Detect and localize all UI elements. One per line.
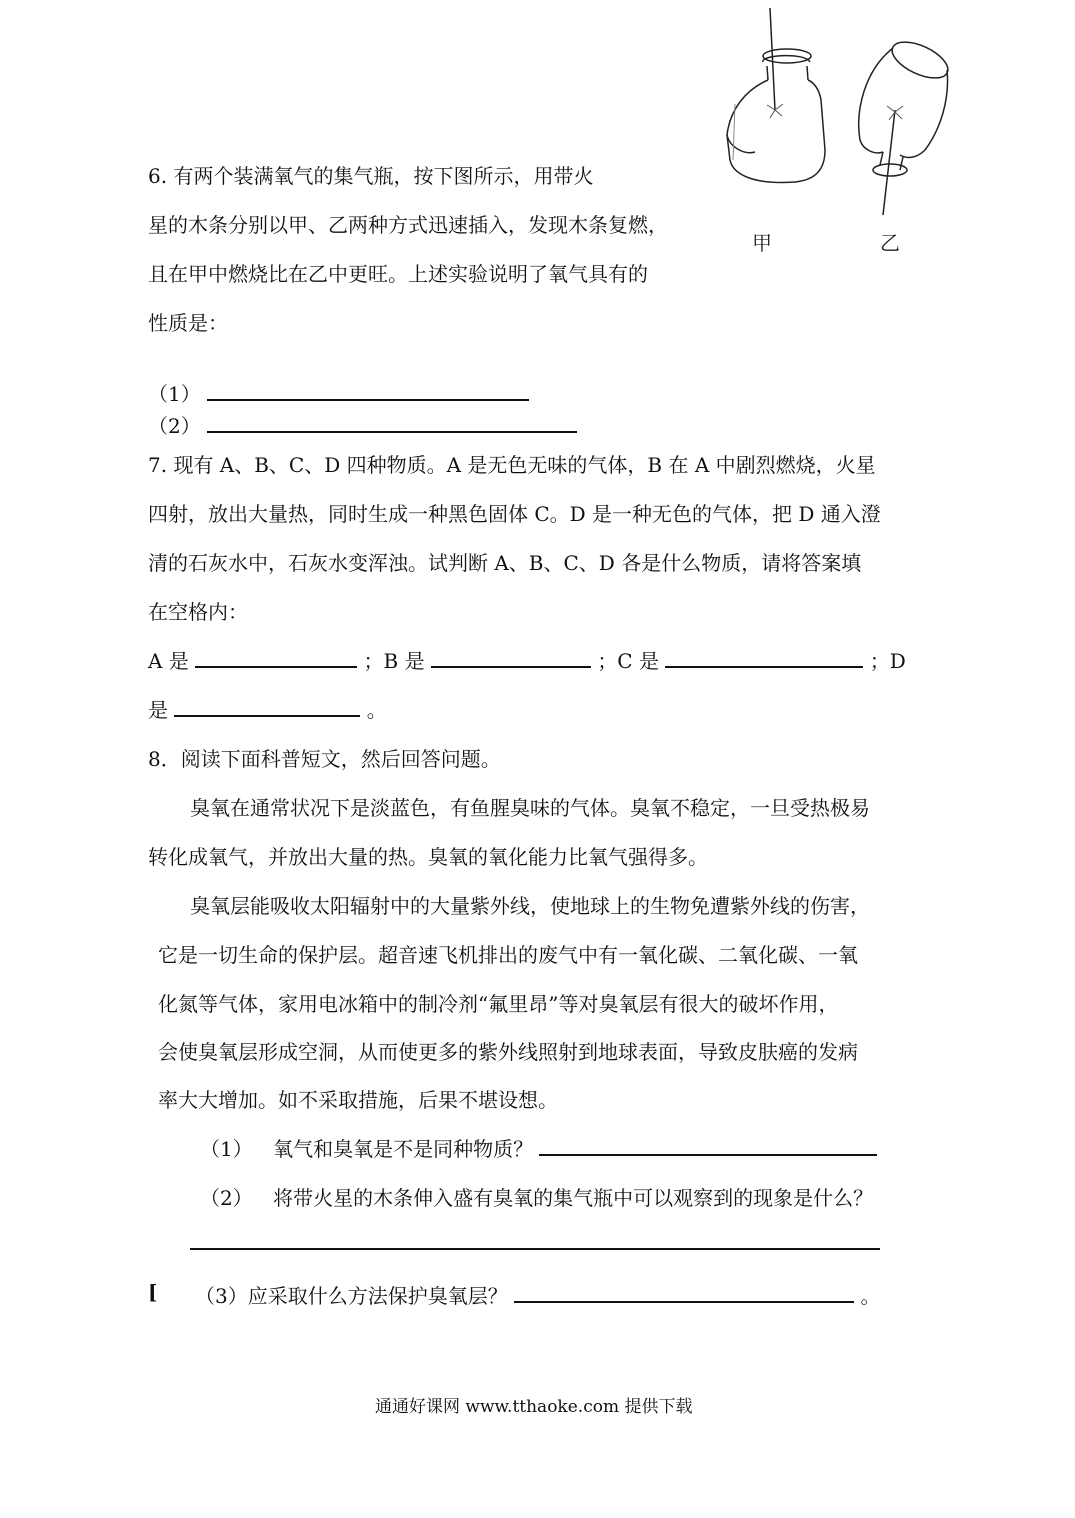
q6-blank2-label: （2） <box>148 414 201 438</box>
q8-sub2-field[interactable] <box>190 1248 880 1250</box>
q8-p1-line2: 转化成氧气，并放出大量的热。臭氧的氧化能力比氧气强得多。 <box>148 845 708 869</box>
q6-blank1-label: （1） <box>148 382 201 406</box>
q6-blank1-field[interactable] <box>207 379 529 401</box>
bottle-jia <box>727 8 825 183</box>
q8-sub3-text: （3）应采取什么方法保护臭氧层？ <box>195 1284 508 1308</box>
q8-p2-line2: 它是一切生命的保护层。超音速飞机排出的废气中有一氧化碳、二氧化碳、一氧 <box>158 943 858 967</box>
q7-line3: 清的石灰水中，石灰水变浑浊。试判断 A、B、C、D 各是什么物质，请将答案填 <box>148 551 862 575</box>
q6-line1: 6. 有两个装满氧气的集气瓶，按下图所示，用带火 <box>148 164 594 188</box>
q7-c-field[interactable] <box>665 646 863 668</box>
q7-b-field[interactable] <box>431 646 591 668</box>
q6-answer-2 <box>148 410 577 439</box>
q7-line1: 7. 现有 A、B、C、D 四种物质。A 是无色无味的气体，B 在 A 中剧烈燃烧，火星 <box>148 453 876 477</box>
q8-p2-line5: 率大大增加。如不采取措施，后果不堪设想。 <box>158 1088 558 1112</box>
q6-blank2-field[interactable] <box>207 411 577 433</box>
q6-line3: 且在甲中燃烧比在乙中更旺。上述实验说明了氧气具有的 <box>148 262 648 286</box>
q8-sub3-field[interactable] <box>514 1281 854 1303</box>
q6-answer-1 <box>148 378 529 407</box>
q8-sub2-num: （2） <box>200 1186 253 1210</box>
q8-p2-line3: 化氮等气体，家用电冰箱中的制冷剂“氟里昂”等对臭氧层有很大的破坏作用， <box>158 992 839 1016</box>
figure-label-yi: 乙 <box>880 231 900 255</box>
q7-d-field[interactable] <box>174 695 360 717</box>
q8-sub3-end: 。 <box>860 1284 881 1308</box>
q8-title: 8．阅读下面科普短文，然后回答问题。 <box>148 747 501 771</box>
q8-p2-line1: 臭氧层能吸收太阳辐射中的大量紫外线，使地球上的生物免遭紫外线的伤害， <box>190 894 870 918</box>
q7-d-label: ；D <box>869 649 906 673</box>
bottle-yi <box>859 35 953 215</box>
q8-sub2 <box>200 1182 873 1211</box>
q7-line2: 四射，放出大量热，同时生成一种黑色固体 C。D 是一种无色的气体，把 D 通入澄 <box>148 502 881 526</box>
q7-end-mark: 。 <box>366 698 387 722</box>
q8-sub1-field[interactable] <box>539 1134 877 1156</box>
q7-a-label: A 是 <box>148 649 189 673</box>
q8-bracket: [ <box>148 1280 158 1304</box>
q7-d-cont: 是 <box>148 698 168 722</box>
q8-sub1-text: 氧气和臭氧是不是同种物质？ <box>273 1137 534 1161</box>
q7-c-label: ；C 是 <box>597 649 659 673</box>
q7-answers-row2 <box>148 694 387 723</box>
q8-sub1 <box>200 1133 877 1162</box>
q7-answers-row <box>148 645 906 674</box>
q8-p2-line4: 会使臭氧层形成空洞，从而使更多的紫外线照射到地球表面，导致皮肤癌的发病 <box>158 1040 858 1064</box>
q8-sub1-num: （1） <box>200 1137 253 1161</box>
figure-label-jia: 甲 <box>752 231 772 255</box>
q8-sub3 <box>195 1280 880 1309</box>
footer-text: 通通好课网 www.tthaoke.com 提供下载 <box>375 1397 693 1417</box>
q6-line2: 星的木条分别以甲、乙两种方式迅速插入，发现木条复燃， <box>148 213 668 237</box>
gas-bottle-figure <box>715 0 965 265</box>
q8-sub2-text: 将带火星的木条伸入盛有臭氧的集气瓶中可以观察到的现象是什么？ <box>273 1186 874 1210</box>
q7-b-label: ；B 是 <box>363 649 425 673</box>
q8-p1-line1: 臭氧在通常状况下是淡蓝色，有鱼腥臭味的气体。臭氧不稳定，一旦受热极易 <box>190 796 870 820</box>
q7-a-field[interactable] <box>195 646 357 668</box>
q6-line4: 性质是： <box>148 311 228 335</box>
q7-line4: 在空格内： <box>148 600 248 624</box>
